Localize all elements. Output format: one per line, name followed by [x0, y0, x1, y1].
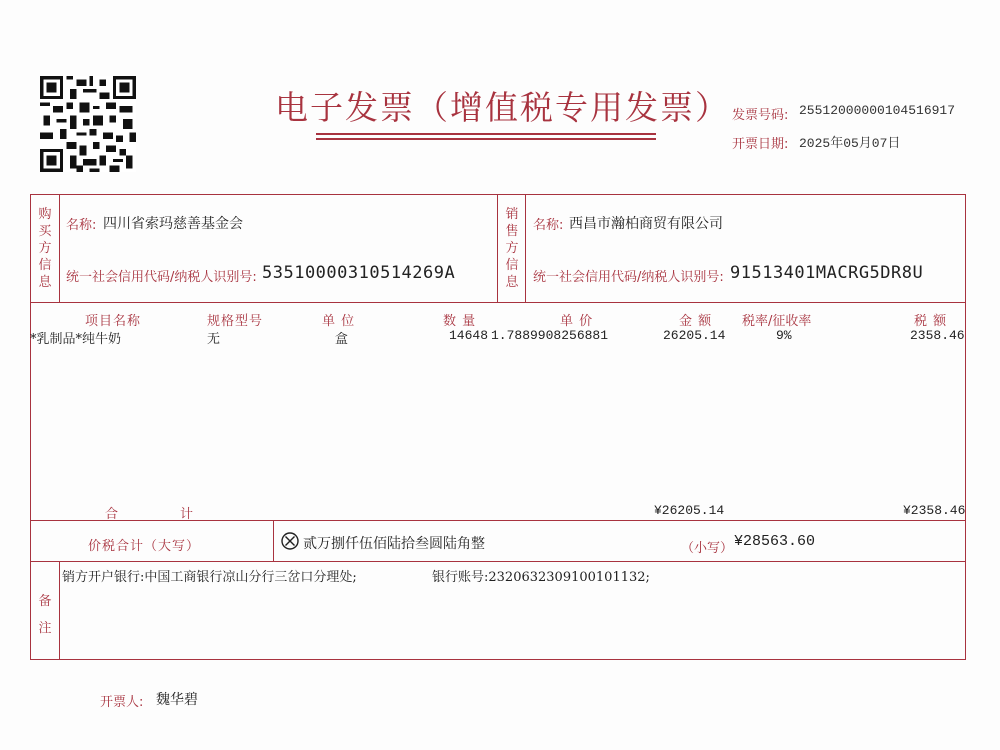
header-amount: 金 额 [679, 314, 713, 329]
invoice-number-label: 发票号码: [732, 108, 789, 123]
circle-x-icon [281, 532, 299, 550]
header-tax: 税 额 [914, 314, 948, 329]
divider-grand-total-label [273, 520, 274, 561]
row-item: *乳制品*纯牛奶 [30, 332, 122, 347]
header-price: 单 价 [560, 314, 594, 329]
total-label-2: 计 [180, 507, 194, 522]
header-item: 项目名称 [85, 314, 142, 329]
title-underline-1 [316, 133, 656, 135]
grand-total-small-label: （小写） [681, 541, 734, 556]
seller-tax-id-label: 统一社会信用代码/纳税人识别号: [533, 270, 724, 285]
seller-name-label: 名称: [533, 218, 564, 233]
row-qty: 14648 [449, 328, 489, 343]
buyer-tax-id-label: 统一社会信用代码/纳税人识别号: [66, 270, 257, 285]
total-amount: ¥26205.14 [654, 503, 725, 518]
header-unit: 单 位 [322, 314, 356, 329]
divider-seller-label [525, 194, 526, 302]
row-amount: 26205.14 [663, 328, 726, 343]
buyer-tax-id: 53510000310514269A [262, 263, 456, 283]
seller-name: 西昌市瀚柏商贸有限公司 [569, 216, 723, 232]
header-spec: 规格型号 [207, 314, 264, 329]
row-price: 1.7889908256881 [491, 328, 609, 343]
remarks-section-label: 备 注 [38, 594, 52, 636]
header-qty: 数 量 [443, 314, 477, 329]
remarks-account: 银行账号:2320632309100101132; [432, 570, 650, 585]
issuer-name: 魏华碧 [156, 692, 198, 708]
invoice-date: 2025年05月07日 [799, 136, 901, 151]
row-rate: 9% [776, 328, 792, 343]
total-label-1: 合 [105, 507, 119, 522]
buyer-name-label: 名称: [66, 218, 97, 233]
issuer-label: 开票人: [100, 695, 144, 710]
buyer-section-label: 购 买 方 信 息 [38, 207, 52, 290]
row-spec: 无 [207, 332, 221, 347]
seller-section-label: 销 售 方 信 息 [505, 207, 519, 290]
divider-total [30, 520, 966, 521]
invoice-title: 电子发票（增值税专用发票） [275, 88, 730, 127]
seller-tax-id: 91513401MACRG5DR8U [730, 263, 924, 283]
invoice-number: 25512000000104516917 [799, 103, 956, 118]
divider-grand-total [30, 561, 966, 562]
divider-buyer-label [59, 194, 60, 302]
row-tax: 2358.46 [910, 328, 965, 343]
row-unit: 盒 [335, 332, 349, 347]
qr-code [40, 76, 136, 172]
divider-party [30, 302, 966, 303]
header-rate: 税率/征收率 [742, 314, 812, 329]
grand-total-value: ¥28563.60 [734, 533, 816, 550]
divider-remarks-label [59, 561, 60, 660]
total-tax: ¥2358.46 [903, 503, 966, 518]
title-underline-2 [316, 138, 656, 140]
divider-buyer-seller [497, 194, 498, 302]
buyer-name: 四川省索玛慈善基金会 [103, 216, 243, 232]
remarks-bank: 销方开户银行:中国工商银行凉山分行三岔口分理处; [62, 570, 357, 585]
grand-total-words: 贰万捌仟伍佰陆拾叁圆陆角整 [303, 536, 485, 552]
invoice-date-label: 开票日期: [732, 137, 789, 152]
grand-total-label: 价税合计（大写） [88, 539, 201, 554]
